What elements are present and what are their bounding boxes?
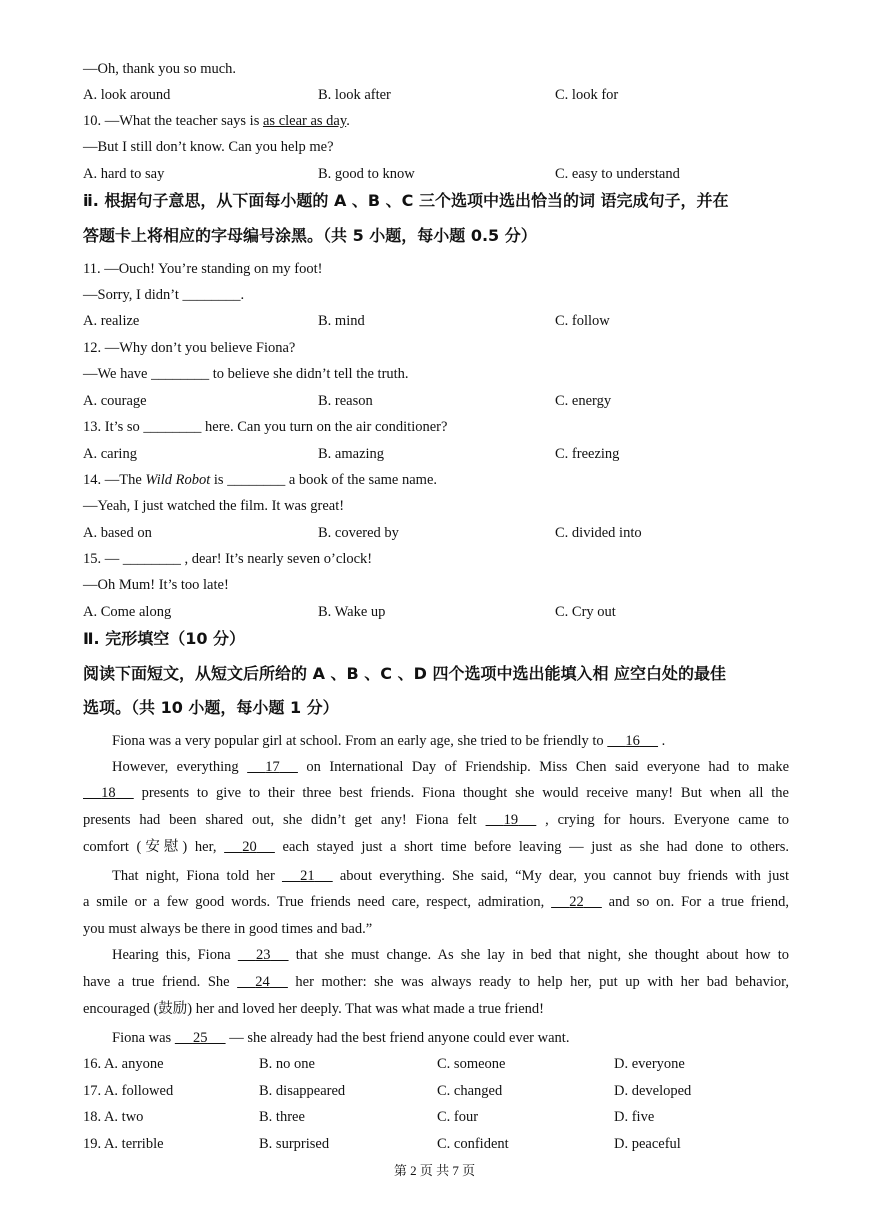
cloze-instructions-line2: 选项。（共 10 小题，每小题 1 分） [83, 698, 339, 717]
cloze-section-title: Ⅱ. 完形填空（10 分） [83, 629, 246, 648]
passage-p2-line2: 18 presents to give to their three best friends. Fiona thought she would receive many! But when all the [83, 784, 789, 802]
passage-p2-line1: However, everything 17 on International Day of Friendship. Miss Chen said everyone had to make [112, 759, 790, 775]
q13-option-c: C. freezing [555, 446, 620, 462]
passage-p3-line1: That night, Fiona told her 21 about everything. She said, “My dear, you cannot buy friends with just [112, 868, 790, 884]
q13-option-a: A. caring [83, 446, 137, 462]
q19-option-c: C. confident [437, 1136, 509, 1152]
blank-21: 21 [300, 868, 315, 884]
q14-option-b: B. covered by [318, 525, 399, 541]
blank-22: 22 [569, 894, 584, 910]
q18-option-a: 18. A. two [83, 1109, 144, 1125]
q12-line2: —We have ________ to believe she didn’t tell the truth. [83, 366, 409, 382]
passage-paragraph-1: Fiona was a very popular girl at school. From an early age, she tried to be friendly to 16 . [112, 733, 666, 749]
passage-p4-line1: Hearing this, Fiona 23 that she must change. As she lay in bed that night, she thought about how to [112, 947, 789, 963]
q14-option-a: A. based on [83, 525, 152, 541]
passage-p3-line3: you must always be there in good times and bad.” [83, 921, 373, 937]
q13-option-b: B. amazing [318, 446, 385, 462]
cloze-instructions-line1: 阅读下面短文，从短文后所给的 A 、B 、C 、D 四个选项中选出能填入相 应空白处的最佳 [83, 664, 727, 683]
q17-option-d: D. developed [614, 1083, 692, 1099]
section-ii-heading-line1: ⅱ. 根据句子意思，从下面每小题的 A 、B 、C 三个选项中选出恰当的词 语完成句子，并在 [83, 191, 729, 210]
blank-18: 18 [101, 785, 116, 801]
passage-p4-line3: encouraged (鼓励) her and loved her deeply. That was what made a true friend! [83, 1001, 544, 1017]
q14-line2: —Yeah, I just watched the film. It was great! [83, 498, 345, 514]
q17-option-a: 17. A. followed [83, 1083, 174, 1099]
q15-option-b: B. Wake up [318, 604, 386, 620]
q17-option-c: C. changed [437, 1083, 503, 1099]
blank-20: 20 [242, 839, 257, 855]
q18-option-c: C. four [437, 1109, 479, 1125]
q15-line2: —Oh Mum! It’s too late! [83, 577, 229, 593]
passage-p2-line3: presents had been shared out, she didn’t get any! Fiona felt 19 , crying for hours. Everyone came to [83, 812, 789, 828]
q15-line1: 15. — ________ , dear! It’s nearly seven o’clock! [83, 551, 373, 567]
q14-title-italic: Wild Robot [145, 472, 211, 488]
q10-line1: 10. —What the teacher says is as clear as day. [83, 113, 350, 129]
blank-19: 19 [503, 812, 519, 828]
q9-reply: —Oh, thank you so much. [83, 61, 237, 77]
q11-option-c: C. follow [555, 313, 610, 329]
q10-underlined-phrase: as clear as day [262, 113, 347, 129]
passage-p2-line4: comfort (安慰) her, 20 each stayed just a short time before leaving — just as she had done to others. [83, 839, 789, 855]
q12-option-a: A. courage [83, 393, 147, 409]
q16-option-b: B. no one [259, 1056, 315, 1072]
q10-option-a: A. hard to say [83, 166, 165, 182]
q17-option-b: B. disappeared [259, 1083, 346, 1099]
q14-line1: 14. —The Wild Robot is ________ a book of the same name. [83, 472, 437, 488]
q14-option-c: C. divided into [555, 525, 642, 541]
blank-25: 25 [192, 1030, 208, 1046]
page-footer: 第 2 页 共 7 页 [393, 1163, 476, 1178]
q16-option-c: C. someone [437, 1056, 506, 1072]
passage-paragraph-5: Fiona was 25 — she already had the best friend anyone could ever want. [112, 1030, 570, 1046]
q16-option-a: 16. A. anyone [83, 1056, 164, 1072]
blank-23: 23 [255, 947, 271, 963]
q11-option-b: B. mind [318, 313, 365, 329]
passage-p3-line2: a smile or a few good words. True friends need care, respect, admiration, 22 and so on. For a true friend, [83, 894, 789, 910]
q11-line1: 11. —Ouch! You’re standing on my foot! [83, 261, 323, 277]
passage-p4-line2: have a true friend. She 24 her mother: she was always ready to help her, put up with her bad behavior, [83, 974, 789, 990]
q10-line2: —But I still don’t know. Can you help me? [83, 139, 334, 155]
q19-option-a: 19. A. terrible [83, 1136, 164, 1152]
q9-option-c: C. look for [555, 87, 619, 103]
q12-line1: 12. —Why don’t you believe Fiona? [83, 340, 296, 356]
q19-option-d: D. peaceful [614, 1136, 681, 1152]
q12-option-c: C. energy [555, 393, 612, 409]
q15-option-a: A. Come along [83, 604, 172, 620]
q19-option-b: B. surprised [259, 1136, 330, 1152]
q10-option-c: C. easy to understand [555, 166, 680, 182]
q18-option-b: B. three [259, 1109, 305, 1125]
q16-option-d: D. everyone [614, 1056, 685, 1072]
blank-17: 17 [265, 759, 280, 775]
blank-16: 16 [625, 733, 640, 749]
q9-option-a: A. look around [83, 87, 171, 103]
section-ii-heading-line2: 答题卡上将相应的字母编号涂黑。（共 5 小题，每小题 0.5 分） [83, 226, 537, 245]
q11-option-a: A. realize [83, 313, 140, 329]
q10-option-b: B. good to know [318, 166, 415, 182]
q12-option-b: B. reason [318, 393, 373, 409]
q18-option-d: D. five [614, 1109, 655, 1125]
q9-option-b: B. look after [318, 87, 391, 103]
q15-option-c: C. Cry out [555, 604, 616, 620]
blank-24: 24 [255, 974, 270, 990]
q11-line2: —Sorry, I didn’t ________. [83, 287, 245, 303]
q13-line1: 13. It’s so ________ here. Can you turn on the air conditioner? [83, 419, 448, 435]
